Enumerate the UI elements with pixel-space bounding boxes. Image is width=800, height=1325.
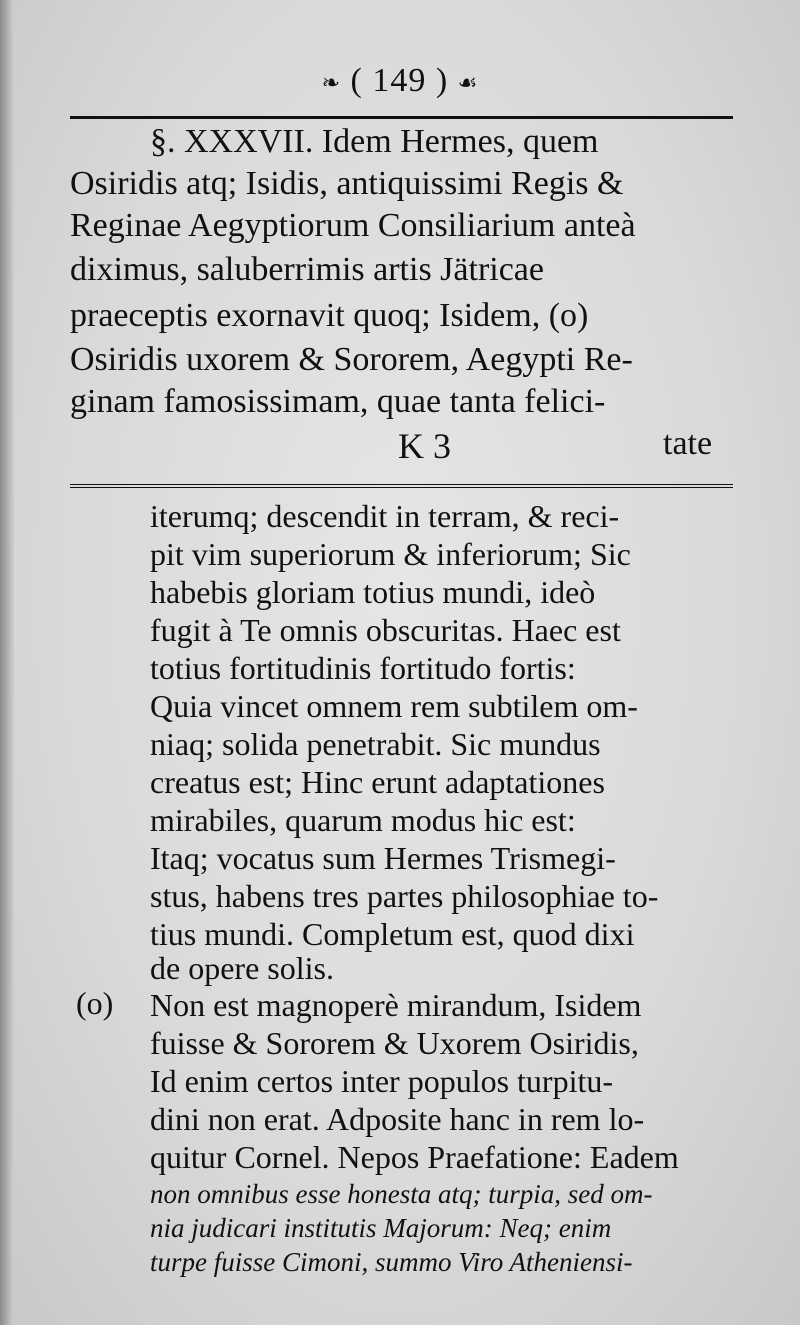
- note-line: fuisse & Sororem & Uxorem Osiridis,: [150, 1025, 639, 1061]
- note-italic-line: nia judicari institutis Majorum: Neq; enim: [150, 1213, 612, 1243]
- section-line: ginam famosissimam, quae tanta felici-: [70, 383, 606, 420]
- text-line: pit vim superiorum & inferiorum; Sic: [150, 536, 631, 572]
- ornament-left-icon: ❧: [321, 70, 342, 96]
- note-line: Non est magnoperè mirandum, Isidem: [150, 987, 642, 1023]
- note-line: quitur Cornel. Nepos Praefatione: Eadem: [150, 1139, 679, 1175]
- catchword: tate: [663, 425, 713, 462]
- section-line: Osiridis atq; Isidis, antiquissimi Regis &: [70, 165, 624, 202]
- text-line: Itaq; vocatus sum Hermes Trismegi-: [150, 840, 616, 876]
- text-line: stus, habens tres partes philosophiae to-: [150, 878, 659, 914]
- footnote-marker: (o): [76, 985, 114, 1021]
- signature-mark: K 3: [398, 426, 451, 466]
- text-line: creatus est; Hinc erunt adaptationes: [150, 764, 605, 800]
- text-line: iterumq; descendit in terram, & reci-: [150, 498, 620, 534]
- text-line: niaq; solida penetrabit. Sic mundus: [150, 726, 601, 762]
- page-number: ( 149 ): [350, 62, 449, 99]
- note-line: dini non erat. Adposite hanc in rem lo-: [150, 1101, 645, 1137]
- text-line: mirabiles, quarum modus hic est:: [150, 802, 576, 838]
- ornament-right-icon: ☙: [457, 70, 479, 96]
- text-line: fugit à Te omnis obscuritas. Haec est: [150, 612, 621, 648]
- text-line: tius mundi. Completum est, quod dixi: [150, 916, 635, 952]
- text-line: habebis gloriam totius mundi, ideò: [150, 574, 596, 610]
- section-line: diximus, saluberrimis artis Jätricae: [70, 251, 544, 288]
- section-line: §. XXXVII. Idem Hermes, quem: [150, 123, 599, 160]
- note-italic-line: turpe fuisse Cimoni, summo Viro Atheniensi-: [150, 1247, 633, 1277]
- page-header: [0, 62, 800, 100]
- header-rule: [70, 116, 733, 119]
- section-line: Reginae Aegyptiorum Consiliarium anteà: [70, 207, 636, 244]
- text-line: Quia vincet omnem rem subtilem om-: [150, 688, 638, 724]
- note-line: Id enim certos inter populos turpitu-: [150, 1063, 614, 1099]
- note-italic-line: non omnibus esse honesta atq; turpia, sed om-: [150, 1179, 653, 1209]
- section-line: praeceptis exornavit quoq; Isidem, (o): [70, 297, 589, 334]
- section-line: Osiridis uxorem & Sororem, Aegypti Re-: [70, 341, 633, 378]
- text-line: de opere solis.: [150, 950, 334, 986]
- text-line: totius fortitudinis fortitudo fortis:: [150, 650, 576, 686]
- divider-rule: [70, 484, 733, 488]
- page-gutter-shadow: [0, 0, 14, 1325]
